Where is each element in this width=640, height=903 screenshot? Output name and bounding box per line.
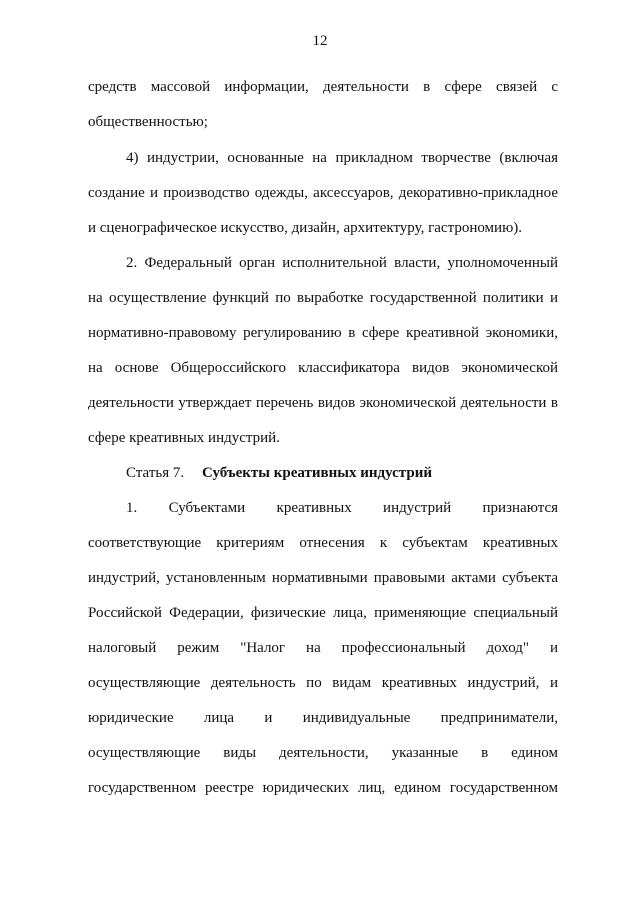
text-line: и сценографическое искусство, дизайн, архитектуру, гастрономию).: [88, 220, 523, 236]
text-line: на осуществление функций по выработке государственной политики и: [88, 290, 558, 306]
text-line: Российской Федерации, физические лица, применяющие специальный: [88, 605, 558, 621]
text-line: сфере креативных индустрий.: [88, 430, 280, 446]
text-line: налоговый режим "Налог на профессиональный доход" и: [88, 640, 558, 656]
text-line: осуществляющие деятельность по видам креативных индустрий, и: [88, 675, 558, 691]
text-line: юридические лица и индивидуальные предприниматели,: [88, 710, 558, 726]
text-line: 2. Федеральный орган исполнительной власти, уполномоченный: [126, 255, 558, 271]
text-line: создание и производство одежды, аксессуаров, декоративно-прикладное: [88, 185, 558, 201]
text-line: средств массовой информации, деятельности в сфере связей с: [88, 79, 558, 95]
text-line: на основе Общероссийского классификатора видов экономической: [88, 360, 558, 376]
text-line: соответствующие критериям отнесения к субъектам креативных: [88, 535, 558, 551]
article-title: Субъекты креативных индустрий: [202, 465, 432, 481]
text-line: нормативно-правовому регулированию в сфере креативной экономики,: [88, 325, 558, 341]
text-line: осуществляющие виды деятельности, указанные в едином: [88, 745, 558, 761]
text-line: 4) индустрии, основанные на прикладном творчестве (включая: [126, 150, 558, 166]
text-line: 1. Субъектами креативных индустрий признаются: [126, 500, 558, 516]
text-line: деятельности утверждает перечень видов экономической деятельности в: [88, 395, 558, 411]
page-number: 12: [312, 33, 328, 49]
text-line: государственном реестре юридических лиц, едином государственном: [88, 780, 558, 796]
article-heading: [126, 463, 558, 483]
text-line: общественностью;: [88, 114, 208, 130]
article-number: Статья 7.: [126, 465, 185, 481]
text-line: индустрий, установленным нормативными правовыми актами субъекта: [88, 570, 558, 586]
